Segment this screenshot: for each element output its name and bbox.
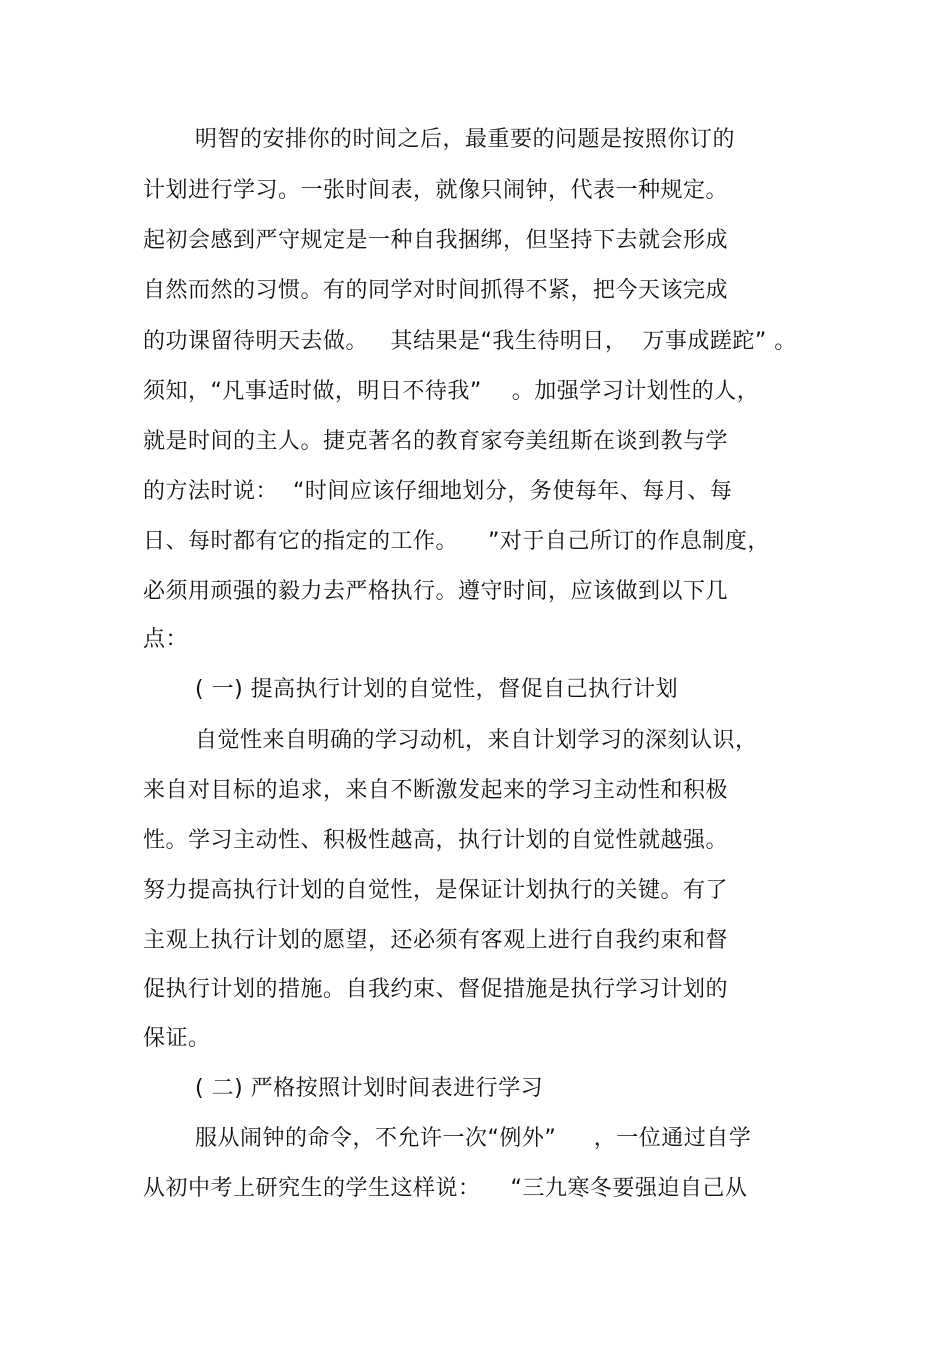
text-line: 明智的安排你的时间之后，最重要的问题是按照你订的 bbox=[195, 127, 736, 152]
text-line: 促执行计划的措施。自我约束、督促措施是执行学习计划的 bbox=[143, 977, 729, 1002]
text-line: 来自对目标的追求，来自不断激发起来的学习主动性和积极 bbox=[143, 778, 729, 803]
section-heading: ( 二) 严格按照计划时间表进行学习 bbox=[195, 1076, 544, 1101]
text-line: 主观上执行计划的愿望，还必须有客观上进行自我约束和督 bbox=[143, 928, 729, 953]
text-line: 性。学习主动性、积极性越高，执行计划的自觉性就越强。 bbox=[143, 828, 729, 853]
text-line: 计划进行学习。一张时间表，就像只闹钟，代表一种规定。 bbox=[143, 178, 729, 203]
text-line: 从初中考上研究生的学生这样说： “三九寒冬要强迫自己从 bbox=[143, 1176, 748, 1201]
text-line: 必须用顽强的毅力去严格执行。遵守时间，应该做到以下几 bbox=[143, 579, 729, 604]
text-line: 的功课留待明天去做。 其结果是“我生待明日， 万事成蹉跎” 。 bbox=[143, 329, 797, 354]
text-line: 自觉性来自明确的学习动机，来自计划学习的深刻认识， bbox=[195, 728, 758, 753]
text-line: 努力提高执行计划的自觉性，是保证计划执行的关键。有了 bbox=[143, 878, 729, 903]
text-line: 日、每时都有它的指定的工作。 ”对于自己所订的作息制度， bbox=[143, 529, 770, 554]
text-line: 服从闹钟的命令，不允许一次“例外” ，一位通过自学 bbox=[195, 1126, 752, 1151]
text-line: 就是时间的主人。捷克著名的教育家夸美纽斯在谈到教与学 bbox=[143, 429, 729, 454]
section-heading: ( 一) 提高执行计划的自觉性，督促自己执行计划 bbox=[195, 677, 679, 702]
text-line: 自然而然的习惯。有的同学对时间抓得不紧，把今天该完成 bbox=[143, 278, 729, 303]
text-line: 点： bbox=[143, 627, 189, 652]
text-line: 保证。 bbox=[143, 1026, 211, 1051]
text-line: 的方法时说： “时间应该仔细地划分，务使每年、每月、每 bbox=[143, 479, 733, 504]
text-line: 起初会感到严守规定是一种自我捆绑，但坚持下去就会形成 bbox=[143, 228, 729, 253]
text-line: 须知，“凡事适时做，明日不待我” 。加强学习计划性的人， bbox=[143, 379, 760, 404]
